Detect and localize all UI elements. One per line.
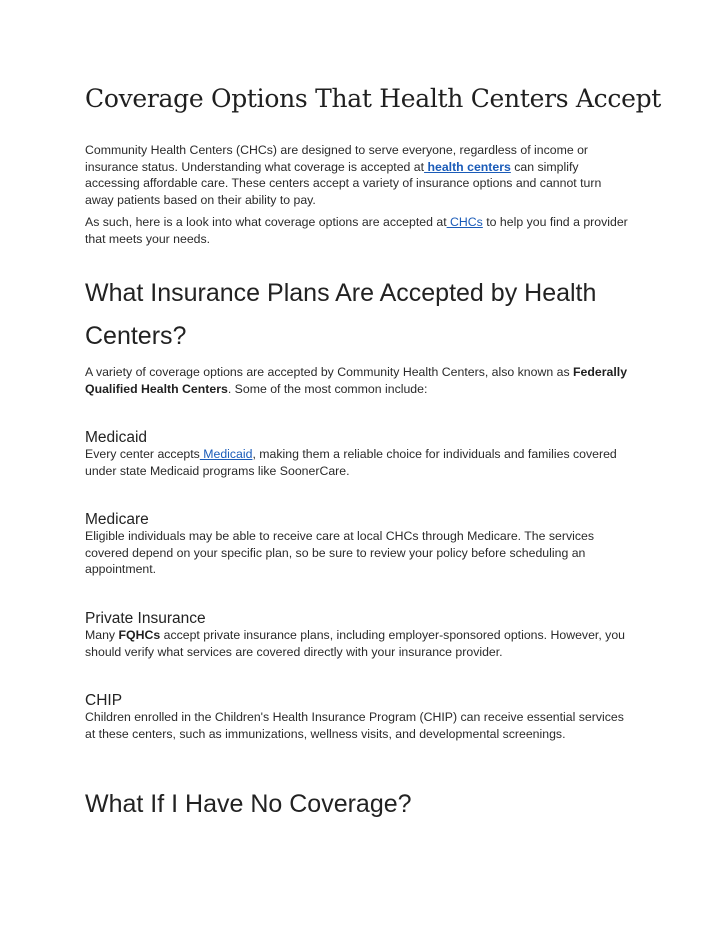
medicaid-text-a: Every center accepts [85,447,200,461]
private-text-b: accept private insurance plans, including employer-sponsored options. However, you should verify what services are covered directly with your insurance provider. [85,628,625,659]
intro-text-2b: to help you find a provider that meets your needs. [85,215,628,246]
intro-paragraph-2 [85,214,630,247]
subheading-medicaid: Medicaid [85,429,148,446]
private-insurance-paragraph [85,627,630,660]
page-title: Coverage Options That Health Centers Accept [85,84,662,113]
section-heading-insurance-plans: What Insurance Plans Are Accepted by Health Centers? [85,279,597,350]
medicaid-link[interactable]: Medicaid [199,447,253,461]
intro-text-1b: can simplify accessing affordable care. These centers accept a variety of insurance options and cannot turn away patients based on their ability to pay. [85,159,602,207]
medicaid-text-b: , making them a reliable choice for individuals and families covered under state Medicaid programs like SoonerCare. [85,447,617,478]
subheading-medicare: Medicare [85,511,149,528]
fqhc-bold-term: Federally Qualified Health Centers [85,365,628,396]
chcs-link[interactable]: CHCs [446,215,483,229]
fqhcs-bold-term: FQHCs [118,628,161,642]
private-text-a: Many [85,628,119,642]
section1-paragraph [85,364,630,397]
chip-paragraph: Children enrolled in the Children's Health Insurance Program (CHIP) can receive essential services at these centers, such as immunizations, wellness visits, and developmental screenings. [85,710,624,741]
section1-text-b: . Some of the most common include: [227,381,428,396]
subheading-chip: CHIP [85,692,123,709]
section1-text-a: A variety of coverage options are accepted by Community Health Centers, also known as [85,365,574,379]
intro-text-1a: Community Health Centers (CHCs) are designed to serve everyone, regardless of income or insurance status. Understanding what coverage is accepted at [85,143,589,174]
intro-paragraph-1 [85,142,630,208]
section-heading-no-coverage: What If I Have No Coverage? [85,790,412,818]
health-centers-link[interactable]: health centers [424,159,511,174]
subheading-private-insurance: Private Insurance [85,610,206,627]
intro-text-2a: As such, here is a look into what coverage options are accepted at [85,215,447,229]
medicaid-paragraph [85,446,630,479]
medicare-paragraph: Eligible individuals may be able to receive care at local CHCs through Medicare. The services covered depend on your specific plan, so be sure to review your policy before scheduling an appointment. [85,529,594,576]
